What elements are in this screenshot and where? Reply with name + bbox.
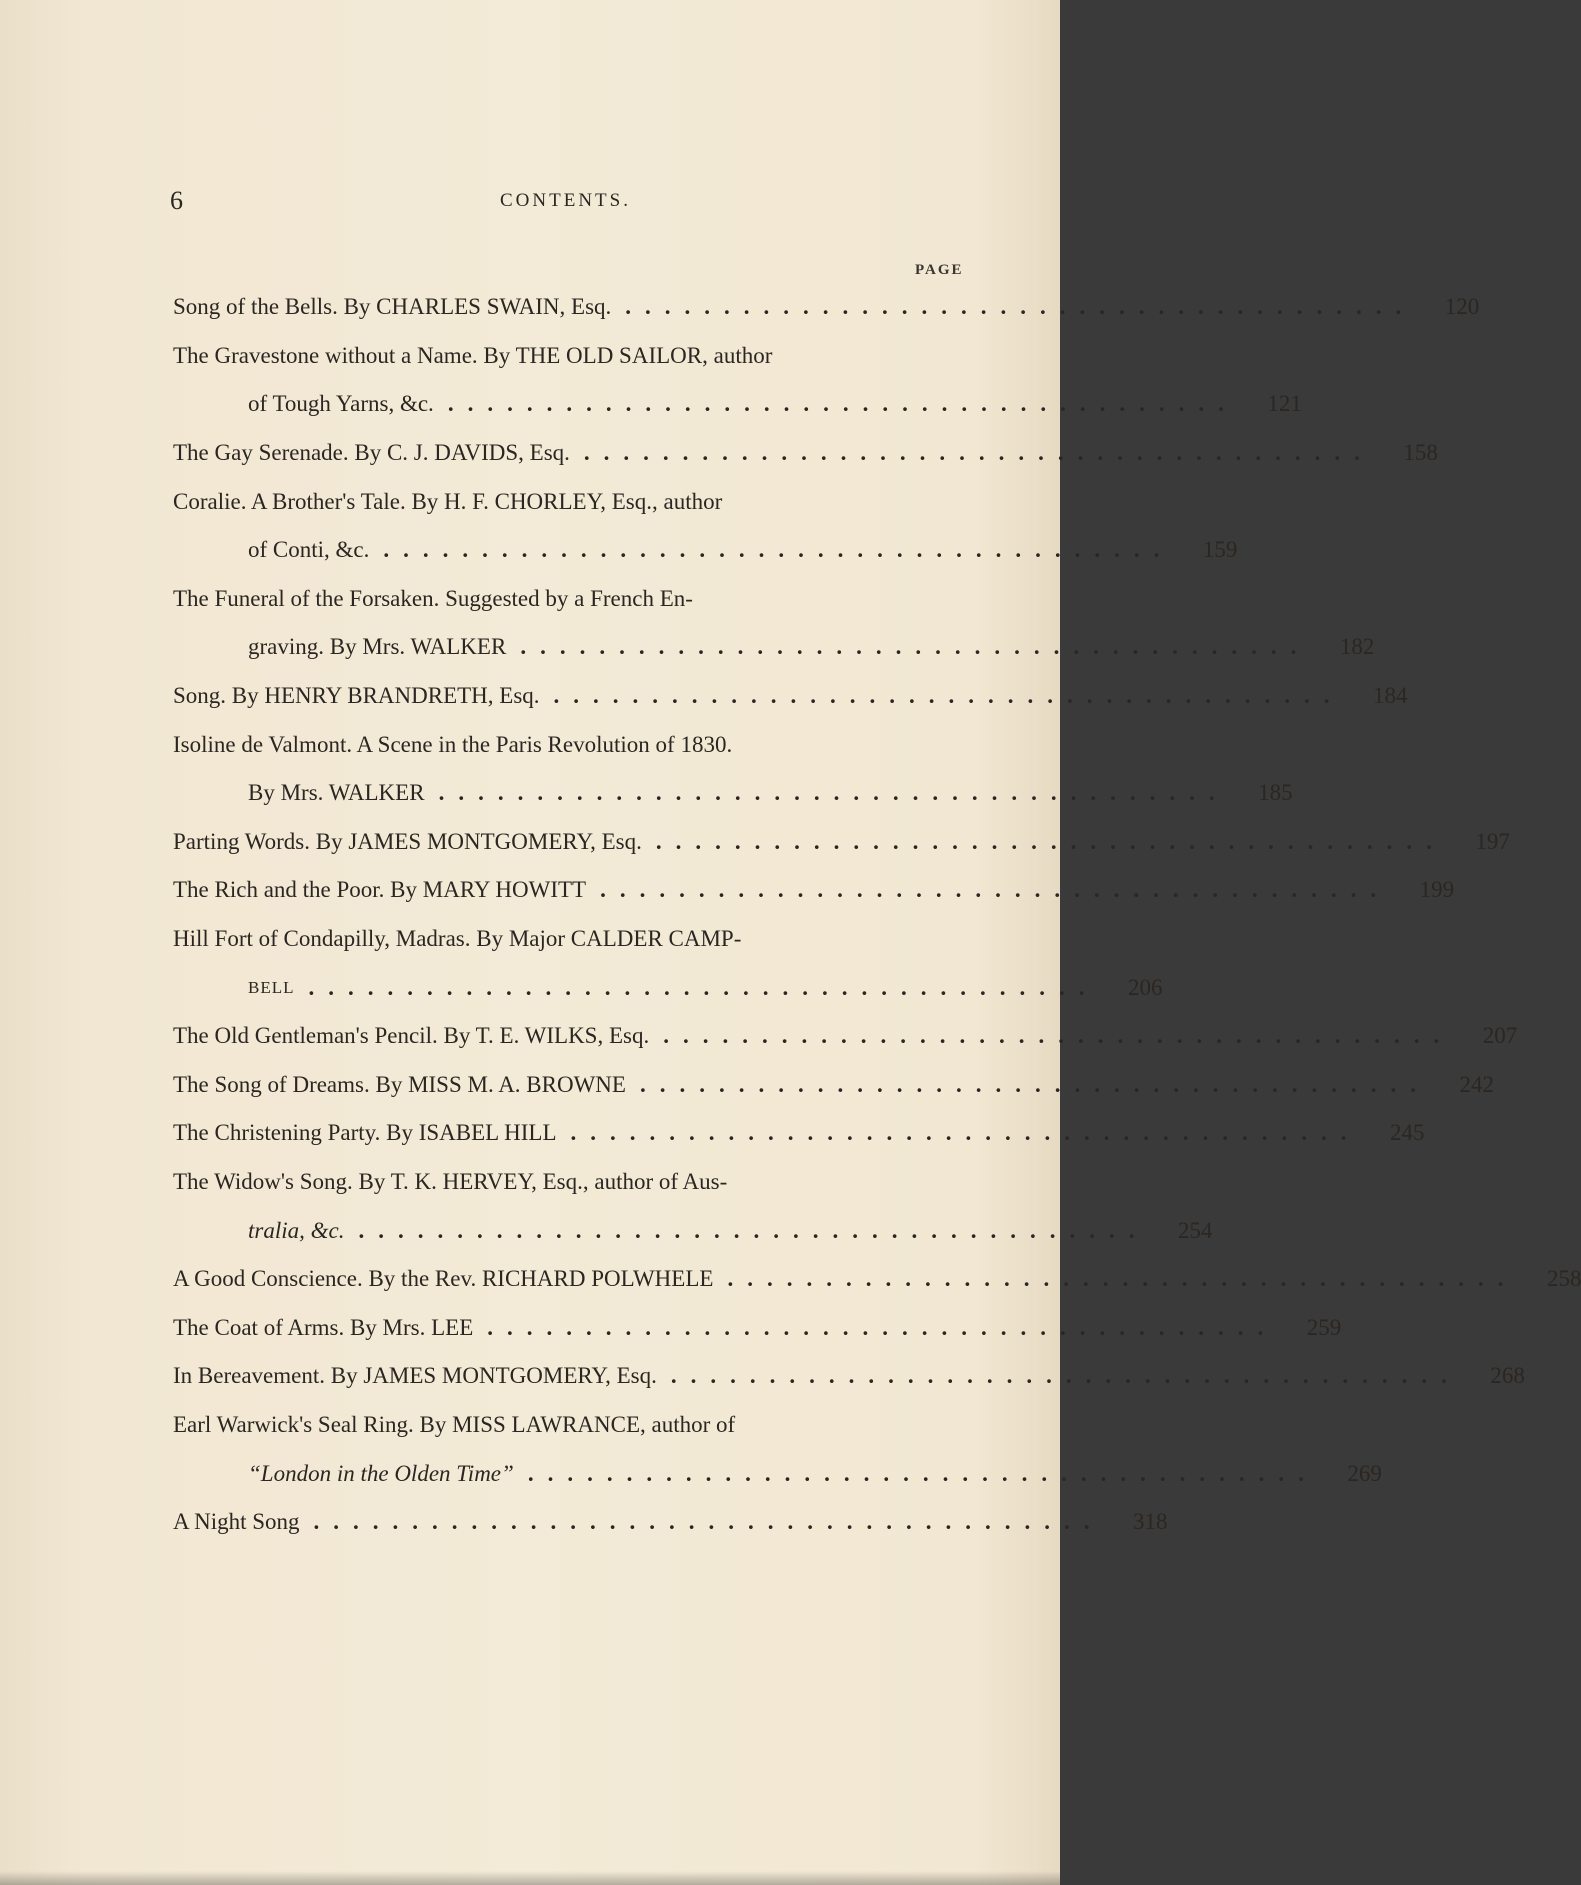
entry-title: The Gravestone without a Name. By THE OLD SAILOR, author	[173, 342, 773, 368]
dot-leader: ........................................	[727, 1266, 1518, 1292]
contents-entry	[173, 818, 1510, 867]
entry-title: The Funeral of the Forsaken. Suggested by a French En-	[173, 585, 693, 611]
entry-title: Song. By HENRY BRANDRETH, Esq.	[173, 683, 540, 709]
entry-page: 269	[1347, 1460, 1382, 1486]
dot-leader: ........................................	[600, 877, 1391, 903]
entry-title: By Mrs. WALKER	[248, 780, 425, 806]
entry-page: 206	[1128, 974, 1163, 1000]
entry-page: 120	[1444, 294, 1480, 320]
dot-leader: ........................................	[553, 683, 1344, 709]
entry-page: 259	[1306, 1314, 1342, 1340]
contents-entry-continuation	[173, 526, 1238, 575]
contents-entry	[173, 1498, 1168, 1547]
entry-page: 184	[1373, 683, 1408, 709]
contents-entry	[173, 1158, 973, 1207]
contents-entry	[173, 866, 1455, 915]
contents-entry-continuation	[173, 380, 1302, 429]
contents-entry-continuation	[173, 1449, 1382, 1498]
dot-leader: ........................................	[655, 828, 1446, 854]
entry-page: 258	[1546, 1266, 1581, 1292]
entry-title: The Widow's Song. By T. K. HERVEY, Esq., author of Aus-	[173, 1168, 728, 1194]
contents-entry-continuation	[173, 963, 1163, 1012]
entry-page: 182	[1339, 634, 1375, 660]
page-number: 6	[170, 186, 183, 215]
dot-leader: ........................................	[583, 440, 1374, 466]
dot-leader: ........................................	[625, 294, 1416, 320]
contents-entry	[173, 1352, 1525, 1401]
entry-title: graving. By Mrs. WALKER	[248, 634, 507, 660]
entry-page: 158	[1403, 440, 1438, 466]
entry-title: Earl Warwick's Seal Ring. By MISS LAWRANCE, author of	[173, 1411, 736, 1437]
contents-entry	[173, 1401, 973, 1450]
entry-title: The Rich and the Poor. By MARY HOWITT	[173, 877, 587, 903]
entry-title: The Gay Serenade. By C. J. DAVIDS, Esq.	[173, 440, 570, 466]
dot-leader: ........................................	[570, 1120, 1361, 1146]
entry-title: BELL	[248, 977, 295, 997]
entry-title: “London in the Olden Time”	[248, 1460, 514, 1486]
entry-title: A Night Song	[173, 1509, 300, 1535]
contents-entry	[173, 672, 1408, 721]
entry-page: 318	[1133, 1509, 1168, 1535]
entry-page: 207	[1482, 1023, 1518, 1049]
dot-leader: ........................................	[383, 537, 1174, 563]
entry-title: The Coat of Arms. By Mrs. LEE	[173, 1314, 474, 1340]
page-header	[170, 186, 970, 226]
contents-entry-continuation	[173, 623, 1375, 672]
dot-leader: ........................................	[487, 1314, 1278, 1340]
entry-page: 121	[1267, 391, 1302, 417]
dot-leader: ........................................	[308, 974, 1099, 1000]
dot-leader: ........................................	[527, 1460, 1318, 1486]
entry-title: Parting Words. By JAMES MONTGOMERY, Esq.	[173, 828, 642, 854]
entry-page: 197	[1475, 828, 1510, 854]
dot-leader: ........................................	[313, 1509, 1104, 1535]
entry-page: 242	[1459, 1071, 1494, 1097]
entry-title: Hill Fort of Condapilly, Madras. By Major CALDER CAMP-	[173, 926, 742, 952]
entry-title: A Good Conscience. By the Rev. RICHARD POLWHELE	[173, 1266, 714, 1292]
dot-leader: ........................................	[447, 391, 1238, 417]
entry-page: 268	[1490, 1363, 1525, 1389]
entry-title: In Bereavement. By JAMES MONTGOMERY, Esq.	[173, 1363, 657, 1389]
dot-leader: ........................................	[663, 1023, 1454, 1049]
dot-leader: ........................................	[520, 634, 1311, 660]
dot-leader: ........................................	[670, 1363, 1461, 1389]
entry-title: of Tough Yarns, &c.	[248, 391, 434, 417]
contents-entry-continuation	[173, 769, 1293, 818]
contents-entry	[173, 477, 973, 526]
contents-entry	[173, 332, 973, 381]
contents-entry	[173, 429, 1438, 478]
contents-entry	[173, 283, 1480, 332]
contents-entry	[173, 1255, 1581, 1304]
entry-page: 199	[1419, 877, 1455, 903]
dot-leader: ........................................	[639, 1071, 1430, 1097]
entry-page: 254	[1177, 1217, 1213, 1243]
contents-list	[173, 283, 1581, 1546]
contents-entry	[173, 575, 973, 624]
running-head: CONTENTS.	[500, 190, 631, 211]
contents-entry-continuation	[173, 1206, 1213, 1255]
entry-title: of Conti, &c.	[248, 537, 370, 563]
entry-title: Isoline de Valmont. A Scene in the Paris Revolution of 1830.	[173, 731, 733, 757]
entry-title: tralia, &c.	[248, 1217, 345, 1243]
entry-title: The Christening Party. By ISABEL HILL	[173, 1120, 557, 1146]
contents-entry	[173, 1012, 1518, 1061]
entry-title: The Song of Dreams. By MISS M. A. BROWNE	[173, 1071, 626, 1097]
entry-page: 245	[1390, 1120, 1425, 1146]
contents-entry	[173, 915, 973, 964]
entry-page: 185	[1258, 780, 1293, 806]
contents-entry	[173, 1109, 1425, 1158]
entry-title: The Old Gentleman's Pencil. By T. E. WILKS, Esq.	[173, 1023, 650, 1049]
dot-leader: ........................................	[358, 1217, 1149, 1243]
contents-entry	[173, 720, 973, 769]
page-column-label: PAGE	[915, 262, 964, 278]
entry-page: 159	[1202, 537, 1238, 563]
contents-entry	[173, 1061, 1494, 1110]
dot-leader: ........................................	[438, 780, 1229, 806]
entry-title: Coralie. A Brother's Tale. By H. F. CHORLEY, Esq., author	[173, 488, 723, 514]
contents-entry	[173, 1303, 1342, 1352]
entry-title: Song of the Bells. By CHARLES SWAIN, Esq.	[173, 294, 612, 320]
